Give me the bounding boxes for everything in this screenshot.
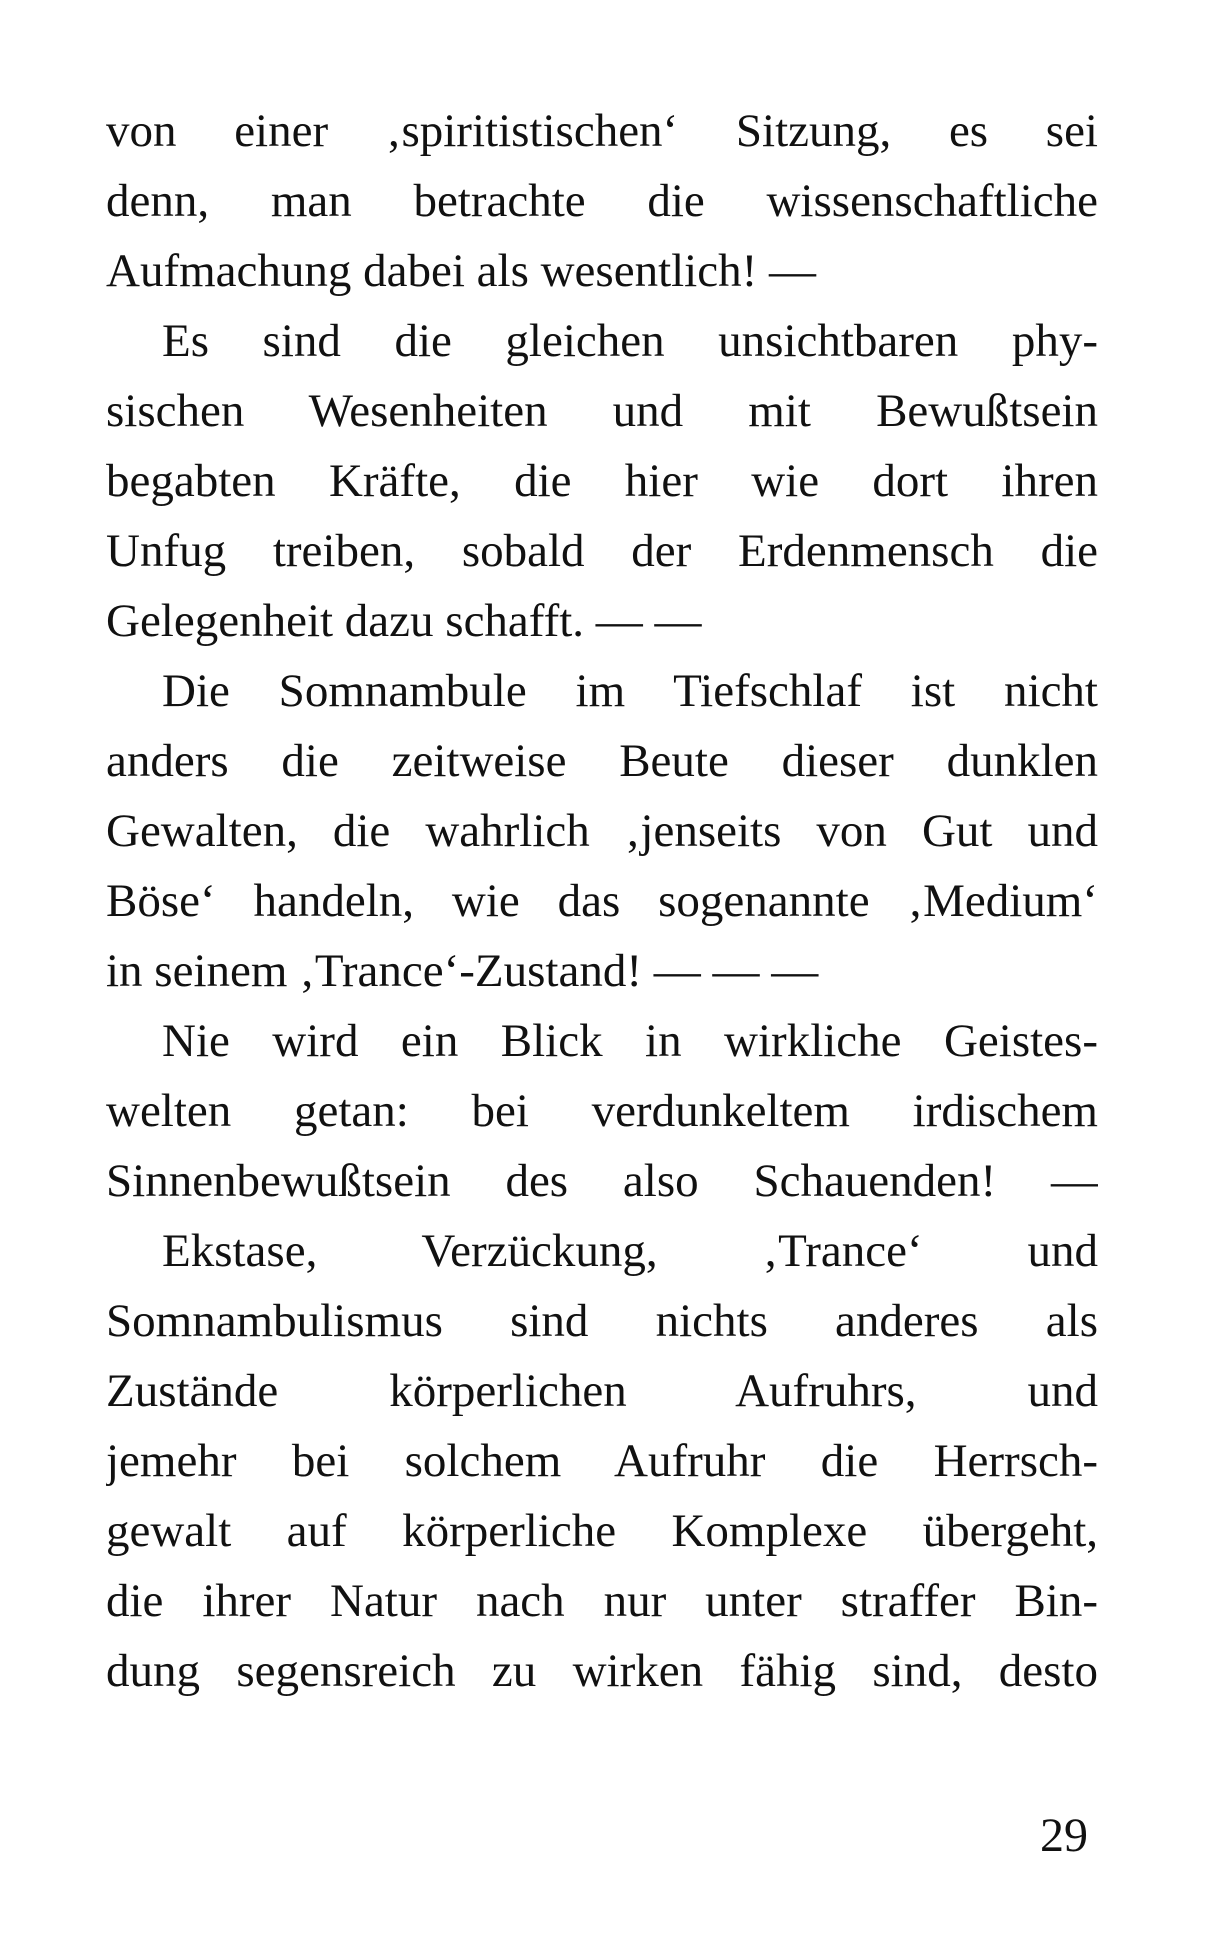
text-line: Böse‘ handeln, wie das sogenannte ‚Medium‘: [106, 875, 1098, 927]
page-body: [106, 96, 1098, 1706]
text-line: Sinnenbewußtsein des also Schauenden! —: [106, 1155, 1098, 1207]
text-line: jemehr bei solchem Aufruhr die Herrsch-: [106, 1435, 1098, 1487]
text-line: gewalt auf körperliche Komplexe übergeht,: [106, 1505, 1098, 1557]
text-line: welten getan: bei verdunkeltem irdischem: [106, 1085, 1098, 1137]
text-line: Die Somnambule im Tiefschlaf ist nicht: [162, 665, 1098, 717]
text-line: in seinem ‚Trance‘-Zustand! — — —: [106, 945, 819, 997]
text-line: die ihrer Natur nach nur unter straffer Bin-: [106, 1575, 1098, 1627]
text-line: Unfug treiben, sobald der Erdenmensch die: [106, 525, 1098, 577]
text-line: Ekstase, Verzückung, ‚Trance‘ und: [162, 1225, 1098, 1277]
text-line: Es sind die gleichen unsichtbaren phy-: [162, 315, 1098, 367]
text-line: begabten Kräfte, die hier wie dort ihren: [106, 455, 1098, 507]
text-line: denn, man betrachte die wissenschaftliche: [106, 175, 1098, 227]
page-number: 29: [1040, 1809, 1088, 1862]
text-line: Gewalten, die wahrlich ‚jenseits von Gut und: [106, 805, 1098, 857]
text-line: Somnambulismus sind nichts anderes als: [106, 1295, 1098, 1347]
text-line: Aufmachung dabei als wesentlich! —: [106, 245, 817, 297]
text-line: Gelegenheit dazu schafft. — —: [106, 595, 702, 647]
text-line: dung segensreich zu wirken fähig sind, desto: [106, 1645, 1098, 1697]
text-line: Zustände körperlichen Aufruhrs, und: [106, 1365, 1098, 1417]
text-line: Nie wird ein Blick in wirkliche Geistes-: [162, 1015, 1098, 1067]
text-line: sischen Wesenheiten und mit Bewußtsein: [106, 385, 1098, 437]
text-line: anders die zeitweise Beute dieser dunklen: [106, 735, 1098, 787]
text-line: von einer ‚spiritistischen‘ Sitzung, es sei: [106, 105, 1098, 157]
